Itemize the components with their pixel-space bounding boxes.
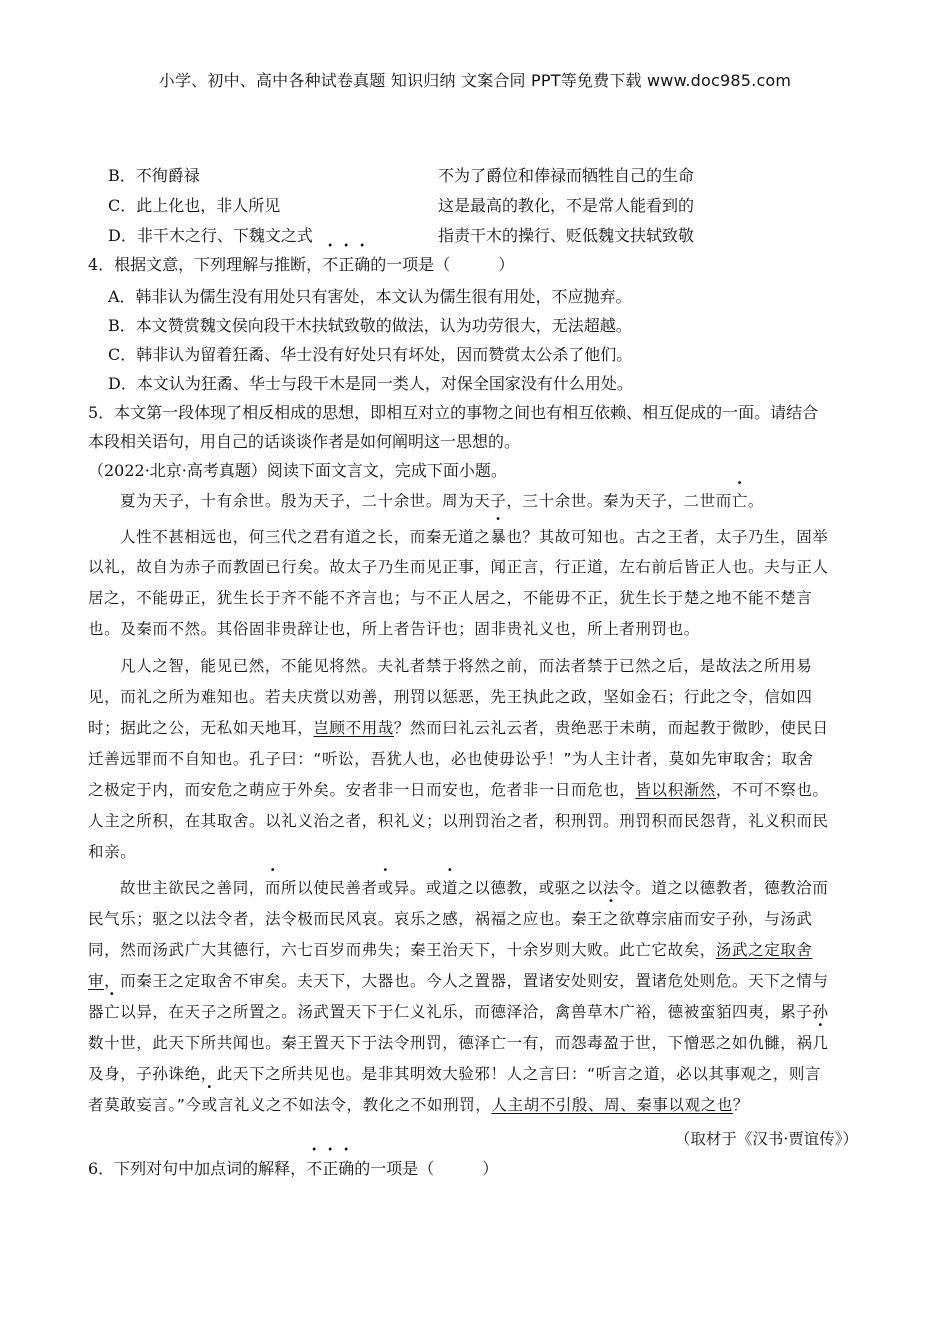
passage-line: 和亲。	[88, 843, 137, 861]
underlined-phrase: 皆以积渐然	[635, 781, 716, 799]
passage-line: 故世主欲民之善同，而所以使民善者或异。或道之以德教，或驱之以法令。道之以德教者，德教洽而	[120, 879, 829, 897]
q4-choice-d: D．本文认为狂矞、华士与段干木是同一类人，对保全国家没有什么用处。	[108, 374, 633, 393]
emphasis-char: 亡	[104, 1003, 121, 1021]
emphasis-char: 道	[442, 879, 459, 897]
passage-line: 者莫敢妄言。”今或言礼义之不如法令，教化之不如刑罚，人主胡不引殷、周、秦事以观之也？	[88, 1096, 750, 1114]
passage-line: 人主之所积，在其取舍。以礼义治之者，积礼义；以刑罚治之者，积刑罚。刑罚积而民怨背，礼义积而民	[88, 812, 829, 830]
q4-choice-a: A．韩非认为儒生没有用处只有害处，本文认为儒生很有用处，不应抛弃。	[108, 287, 632, 306]
q3-option-c: C．此上化也，非人所见	[108, 196, 281, 215]
emphasis-char: 几	[812, 1034, 829, 1052]
emphasis-char: 之	[603, 910, 620, 928]
q3-option-b-gloss: 不为了爵位和俸禄而牺牲自己的生命	[438, 166, 695, 185]
emphasis-char: 暴	[490, 528, 507, 546]
passage-line: 时；据此之公，无私如天地耳，岂顾不用哉？然而曰礼云礼云者，贵绝恶于未萌，而起教于微眇，使民日	[88, 719, 829, 737]
passage-line: 器亡以异，在天子之所置之。汤武置天下于仁义礼乐，而德泽洽，禽兽草木广裕，德被蛮貊四夷，累子孙	[88, 1003, 829, 1021]
passage-line: 之极定于内，而安危之萌应于外矣。安者非一日而安也，危者非一日而危也，皆以积渐然，不可不察也。	[88, 781, 829, 799]
passage-line: 民气乐；驱之以法令者，法令极而民风哀。哀乐之感，祸福之应也。秦王之欲尊宗庙而安子孙，与汤武	[88, 910, 813, 928]
passage-line: 也。及秦而不然。其俗固非贵辞让也，所上者告讦也；固非贵礼义也，所上者刑罚也。	[88, 620, 700, 638]
underlined-phrase: 审	[88, 972, 105, 990]
q3-option-d: D．非干木之行、下魏文之式	[108, 226, 313, 245]
passage-line: 以礼，故自为赤子而教固已行矣。故太子乃生而见正事，闻正言，行正道，左右前后皆正人也。夫与正人	[88, 558, 829, 576]
q5-stem-line2: 本段相关语句，用自己的话谈谈作者是如何阐明这一思想的。	[88, 432, 521, 451]
emphasis-char: 正	[322, 1159, 339, 1178]
q4-choice-c: C．韩非认为留着狂矞、华士没有好处只有坏处，因而赞赏太公杀了他们。	[108, 345, 633, 364]
emphasis-char: 不	[306, 1159, 323, 1178]
emphasis-char: 或	[377, 879, 394, 897]
passage-line: 凡人之智，能见已然，不能见将然。夫礼者禁于将然之前，而法者禁于已然之后，是故法之所用易	[120, 657, 813, 675]
passage-line: 审，而秦王之定取舍不审矣。夫天下，大器也。今人之置器，置诸安处则安，置诸危处则危。天下之情与	[88, 972, 829, 990]
passage-line: 居之，不能毋正，犹生长于齐不能不齐言也；与不正人居之，不能毋不正，犹生长于楚之地不能不楚言	[88, 589, 813, 607]
source-intro: （2022·北京·高考真题）阅读下面文言文，完成下面小题。	[88, 461, 507, 480]
underlined-phrase: 岂顾不用哉	[313, 719, 394, 737]
emphasis-char: 确	[354, 255, 371, 274]
emphasis-char: 不	[322, 255, 339, 274]
passage-line: 同，然而汤武广大其德行，六七百岁而弗失；秦王治天下，十余岁则大败。此亡它故矣，汤武之定取舍	[88, 941, 813, 959]
underlined-phrase: 汤武之定取舍	[715, 941, 813, 959]
passage-line: 夏为天子，十有余世。殷为天子，二十余世。周为天子，三十余世。秦为天子，二世而亡。	[120, 492, 765, 510]
passage-line: 迁善远罪而不自知也。孔子曰：“听讼，吾犹人也，必也使毋讼乎！”为人主计者，莫如先审取舍；取舍	[88, 750, 814, 768]
passage-line: 见，而礼之所为难知也。若夫庆赏以劝善，刑罚以惩恶，先王执此之政，坚如金石；行此之令，信如四	[88, 688, 813, 706]
q4-stem: 4．根据文意，下列理解与推断，不正确的一项是（ ）	[88, 255, 515, 274]
passage-source: （取材于《汉书·贾谊传》）	[674, 1130, 858, 1148]
passage-line: 人性不甚相远也，何三代之君有道之长，而秦无道之暴也？其故可知也。古之王者，太子乃生，固举	[120, 528, 829, 546]
q6-stem: 6．下列对句中加点词的解释，不正确的一项是（ ）	[88, 1159, 499, 1178]
q5-stem-line1: 5．本文第一段体现了相反相成的思想，即相互对立的事物之间也有相互依赖、相互促成的一面。请结合	[88, 403, 819, 422]
q4-choice-b: B．本文赞赏魏文侯向段干木扶轼致敬的做法，认为功劳很大，无法超越。	[108, 316, 632, 335]
q3-option-c-gloss: 这是最高的教化，不是常人能看到的	[438, 196, 695, 215]
emphasis-char: 正	[338, 255, 355, 274]
site-banner: 小学、初中、高中各种试卷真题 知识归纳 文案合同 PPT等免费下载 www.doc985.com	[158, 71, 792, 90]
emphasis-char: 或	[201, 1096, 218, 1114]
passage-line: 及身，子孙诛绝，此天下之所共见也。是非其明效大验邪！人之言曰：“听言之道，必以其事观之，则言	[88, 1065, 822, 1083]
emphasis-char: 而	[264, 879, 282, 897]
emphasis-char: 确	[338, 1159, 355, 1178]
emphasis-char: 亡	[731, 492, 748, 510]
passage-line: 数十世，此天下所共闻也。秦王置天下于法令刑罚，德泽亡一有，而怨毒盈于世，下憎恶之如仇雠，祸几	[88, 1034, 829, 1052]
underlined-phrase: 人主胡不引殷、周、秦事以观之也	[491, 1096, 733, 1114]
q3-option-b: B．不徇爵禄	[108, 166, 200, 185]
q3-option-d-gloss: 指责干木的操行、贬低魏文扶轼致敬	[438, 226, 695, 245]
